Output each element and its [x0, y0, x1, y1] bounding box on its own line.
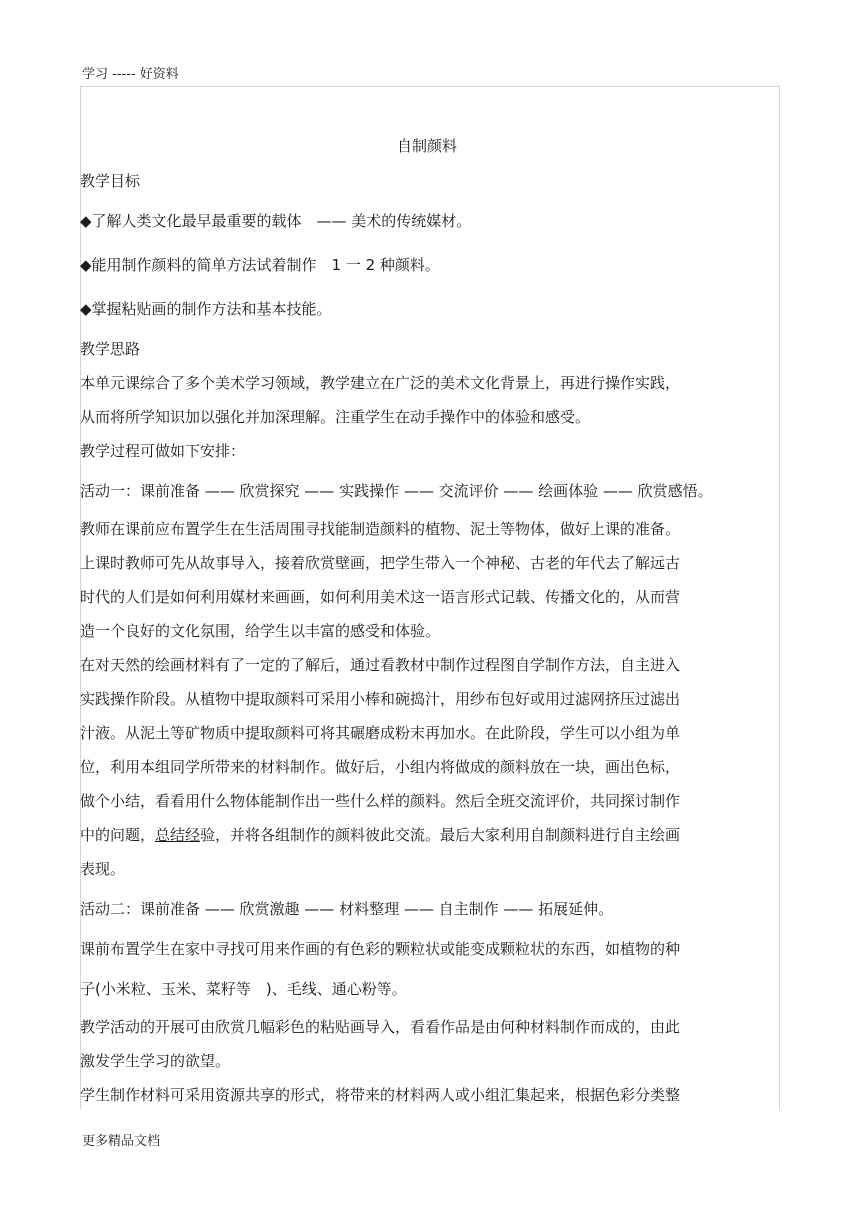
objective-item: ◆掌握粘贴画的制作方法和基本技能。 — [80, 300, 332, 318]
objective-item: ◆能用制作颜料的简单方法试着制作 1 一 2 种颜料。 — [80, 256, 440, 274]
paragraph-line: 在对天然的绘画材料有了一定的了解后，通过看教材中制作过程图自学制作方法，自主进入 — [80, 656, 681, 674]
paragraph-line: 造一个良好的文化氛围，给学生以丰富的感受和体验。 — [80, 622, 441, 640]
text-segment: 验，并将各组制作的颜料彼此交流。最后大家利用自制颜料进行自主绘画 — [200, 826, 681, 844]
paragraph-line: 学生制作材料可采用资源共享的形式，将带来的材料两人或小组汇集起来，根据色彩分类整 — [80, 1086, 681, 1104]
page-footer: 更多精品文档 — [82, 1134, 161, 1149]
paragraph-line: 教师在课前应布置学生在生活周围寻找能制造颜料的植物、泥土等物体，做好上课的准备。 — [80, 520, 681, 538]
text-segment: 中的问题， — [80, 826, 156, 844]
paragraph-line: 课前布置学生在家中寻找可用来作画的有色彩的颗粒状或能变成颗粒状的东西，如植物的种 — [80, 940, 681, 958]
document-title: 自制颜料 — [397, 137, 458, 155]
paragraph-line: 从而将所学知识加以强化并加深理解。注重学生在动手操作中的体验和感受。 — [80, 408, 591, 426]
section-heading-objectives: 教学目标 — [80, 172, 141, 190]
objective-item: ◆了解人类文化最早最重要的载体 —— 美术的传统媒材。 — [80, 212, 472, 230]
paragraph-line: 激发学生学习的欲望。 — [80, 1052, 231, 1070]
section-heading-approach: 教学思路 — [80, 340, 141, 358]
paragraph-line: 本单元课综合了多个美术学习领域，教学建立在广泛的美术文化背景上，再进行操作实践， — [80, 374, 681, 392]
paragraph-line: 教学活动的开展可由欣赏几幅彩色的粘贴画导入，看看作品是由何种材料制作而成的，由此 — [80, 1018, 681, 1036]
activity-one-heading: 活动一：课前准备 —— 欣赏探究 —— 实践操作 —— 交流评价 —— 绘画体验 —— 欣赏感悟。 — [80, 482, 713, 500]
paragraph-line: 子(小米粒、玉米、菜籽等 )、毛线、通心粉等。 — [80, 980, 407, 998]
underlined-text: 总结经 — [155, 826, 201, 844]
page-header: 学习 ----- 好资料 — [82, 67, 179, 82]
paragraph-line: 实践操作阶段。从植物中提取颜料可采用小棒和碗捣汁，用纱布包好或用过滤网挤压过滤出 — [80, 690, 681, 708]
paragraph-line: 时代的人们是如何利用媒材来画画，如何利用美术这一语言形式记载、传播文化的，从而营 — [80, 588, 681, 606]
paragraph-line: 上课时教师可先从故事导入，接着欣赏壁画，把学生带入一个神秘、古老的年代去了解远古 — [80, 554, 681, 572]
paragraph-line: 位，利用本组同学所带来的材料制作。做好后，小组内将做成的颜料放在一块，画出色标， — [80, 758, 681, 776]
paragraph-line: 表现。 — [80, 860, 126, 878]
paragraph-line: 汁液。从泥土等矿物质中提取颜料可将其碾磨成粉末再加水。在此阶段，学生可以小组为单 — [80, 724, 681, 742]
paragraph-line: 教学过程可做如下安排： — [80, 442, 246, 460]
paragraph-line — [80, 825, 680, 845]
paragraph-line: 做个小结，看看用什么物体能制作出一些什么样的颜料。然后全班交流评价，共同探讨制作 — [80, 792, 681, 810]
activity-two-heading: 活动二：课前准备 —— 欣赏激趣 —— 材料整理 —— 自主制作 —— 拓展延伸。 — [80, 900, 614, 918]
